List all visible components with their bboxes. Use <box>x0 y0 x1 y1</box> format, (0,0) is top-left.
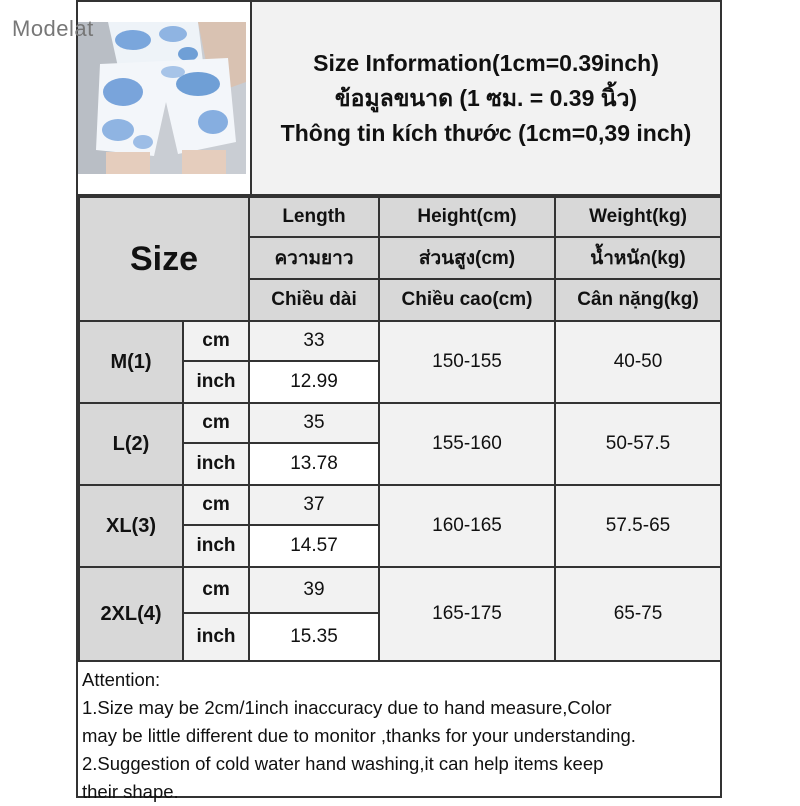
length-header-vi: Chiều dài <box>248 278 380 322</box>
length-cm-value: 37 <box>248 484 380 526</box>
height-header-vi: Chiều cao(cm) <box>378 278 556 322</box>
weight-header-en: Weight(kg) <box>554 196 722 238</box>
unit-cm-label: cm <box>182 484 250 526</box>
weight-header-th: น้ำหนัก(kg) <box>554 236 722 280</box>
size-label: 2XL(4) <box>78 566 184 662</box>
unit-inch-label: inch <box>182 442 250 486</box>
length-header-th: ความยาว <box>248 236 380 280</box>
size-label: L(2) <box>78 402 184 486</box>
height-range-value: 150-155 <box>378 320 556 404</box>
weight-range-value: 40-50 <box>554 320 722 404</box>
size-column-header: Size <box>78 196 250 322</box>
unit-inch-label: inch <box>182 360 250 404</box>
weight-range-value: 57.5-65 <box>554 484 722 568</box>
height-header-th: ส่วนสูง(cm) <box>378 236 556 280</box>
unit-inch-label: inch <box>182 524 250 568</box>
length-inch-value: 15.35 <box>248 612 380 662</box>
size-label: M(1) <box>78 320 184 404</box>
weight-range-value: 65-75 <box>554 566 722 662</box>
height-header-en: Height(cm) <box>378 196 556 238</box>
unit-cm-label: cm <box>182 402 250 444</box>
title-english: Size Information(1cm=0.39inch) <box>313 49 659 76</box>
height-range-value: 165-175 <box>378 566 556 662</box>
length-inch-value: 13.78 <box>248 442 380 486</box>
unit-cm-label: cm <box>182 320 250 362</box>
title-vietnamese: Thông tin kích thước (1cm=0,39 inch) <box>280 119 692 146</box>
unit-cm-label: cm <box>182 566 250 614</box>
length-cm-value: 33 <box>248 320 380 362</box>
note-line: their shape. <box>82 781 179 802</box>
height-range-value: 155-160 <box>378 402 556 486</box>
note-line: 1.Size may be 2cm/1inch inaccuracy due to hand measure,Color <box>82 697 612 718</box>
note-line: 2.Suggestion of cold water hand washing,it can help items keep <box>82 753 604 774</box>
size-information-title <box>250 2 720 196</box>
unit-inch-label: inch <box>182 612 250 662</box>
weight-range-value: 50-57.5 <box>554 402 722 486</box>
length-inch-value: 12.99 <box>248 360 380 404</box>
photo-caption-strip <box>78 174 250 196</box>
note-line: may be little different due to monitor ,thanks for your understanding. <box>82 725 636 746</box>
attention-heading: Attention: <box>82 669 161 690</box>
weight-header-vi: Cân nặng(kg) <box>554 278 722 322</box>
length-cm-value: 35 <box>248 402 380 444</box>
attention-notes <box>78 660 720 802</box>
watermark-text: Modelat <box>12 16 94 41</box>
length-cm-value: 39 <box>248 566 380 614</box>
tie-dye-shorts-image <box>78 22 246 174</box>
height-range-value: 160-165 <box>378 484 556 568</box>
length-inch-value: 14.57 <box>248 524 380 568</box>
size-label: XL(3) <box>78 484 184 568</box>
product-photo <box>78 22 246 174</box>
length-header-en: Length <box>248 196 380 238</box>
title-thai: ข้อมูลขนาด (1 ซม. = 0.39 นิ้ว) <box>334 84 638 111</box>
